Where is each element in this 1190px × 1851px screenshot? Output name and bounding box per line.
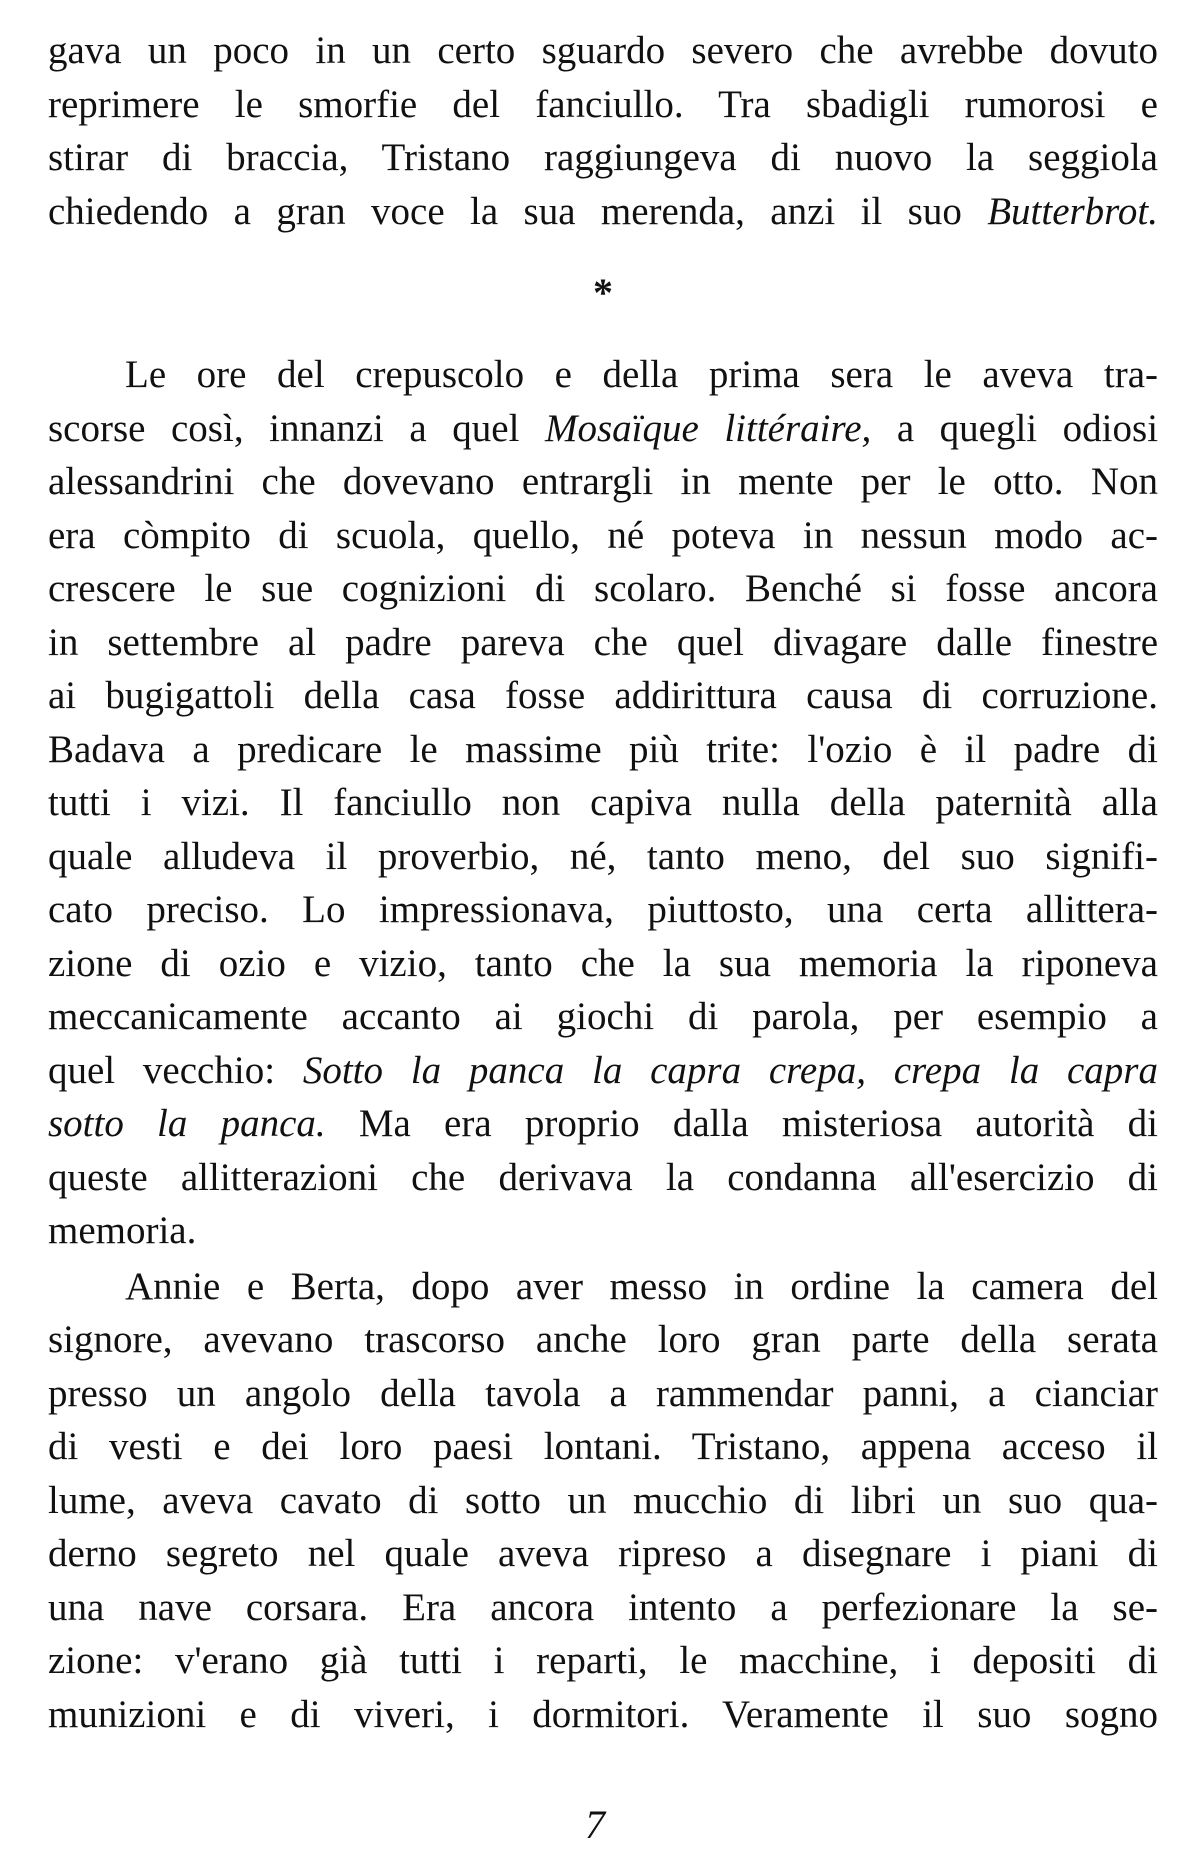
text-line: stirar di braccia, Tristano raggiungeva di nuovo la seggiola [48, 136, 1158, 179]
text-line [48, 1097, 1158, 1151]
text-line: di vesti e dei loro paesi lontani. Tristano, appena acceso il [48, 1425, 1158, 1468]
text-line: alessandrini che dovevano entrargli in mente per le otto. Non [48, 460, 1158, 503]
text-line: una nave corsara. Era ancora intento a perfezionare la se- [48, 1585, 1158, 1629]
text-span: a quegli odiosi [871, 406, 1159, 450]
text-line: cato preciso. Lo impressionava, piuttosto, una certa allittera- [48, 888, 1158, 931]
italic-quote: Sotto la panca la capra crepa, crepa la capra [302, 1048, 1158, 1092]
text-line: munizioni e di viveri, i dormitori. Veramente il suo sogno [48, 1692, 1158, 1736]
text-line [48, 185, 1158, 239]
paragraph-1 [48, 24, 1158, 238]
text-line: Badava a predicare le massime più trite: l'ozio è il padre di [48, 727, 1158, 771]
page-number: 7 [585, 1802, 605, 1847]
text-line: reprimere le smorfie del fanciullo. Tra sbadigli rumorosi e [48, 82, 1158, 126]
text-line: quale alludeva il proverbio, né, tanto meno, del suo signifi- [48, 834, 1158, 878]
text-line: queste allitterazioni che derivava la condanna all'esercizio di [48, 1155, 1158, 1199]
text-line: era còmpito di scuola, quello, né poteva in nessun modo ac- [48, 513, 1158, 557]
text-line [48, 402, 1158, 456]
italic-quote: sotto la panca. [48, 1102, 326, 1145]
text-line: memoria. [48, 1209, 197, 1252]
text-line: signore, avevano trascorso anche loro gran parte della serata [48, 1318, 1158, 1361]
text-line: tutti i vizi. Il fanciullo non capiva nulla della paternità alla [48, 781, 1158, 824]
text-line: derno segreto nel quale aveva ripreso a disegnare i piani di [48, 1532, 1158, 1575]
text-line: zione: v'erano già tutti i reparti, le macchine, i depositi di [48, 1639, 1158, 1682]
text-line: gava un poco in un certo sguardo severo che avrebbe dovuto [48, 29, 1158, 72]
italic-title: Mosaïque littéraire, [544, 406, 872, 450]
text-span: chiedendo a gran voce la sua merenda, anzi il suo [48, 189, 988, 233]
text-line: in settembre al padre pareva che quel divagare dalle finestre [48, 620, 1158, 664]
text-span: Ma era proprio dalla misteriosa autorità di [325, 1102, 1159, 1145]
paragraph-3 [48, 1260, 1158, 1742]
text-line: Annie e Berta, dopo aver messo in ordine la camera del [125, 1264, 1158, 1308]
paragraph-2 [48, 348, 1158, 1258]
italic-term: Butterbrot. [987, 189, 1158, 233]
text-line: presso un angolo della tavola a rammendar panni, a cianciar [48, 1371, 1158, 1415]
section-separator: * [593, 270, 613, 315]
text-line: zione di ozio e vizio, tanto che la sua memoria la riponeva [48, 941, 1158, 985]
text-line: crescere le sue cognizioni di scolaro. Benché si fosse ancora [48, 567, 1158, 610]
page-body [48, 24, 1158, 1741]
text-line: ai bugigattoli della casa fosse addirittura causa di corruzione. [48, 674, 1158, 717]
text-line: Le ore del crepuscolo e della prima sera le aveva tra- [125, 353, 1158, 396]
text-line: lume, aveva cavato di sotto un mucchio di libri un suo qua- [48, 1478, 1158, 1522]
text-line: meccanicamente accanto ai giochi di parola, per esempio a [48, 995, 1158, 1038]
text-line [48, 1044, 1158, 1098]
text-span: quel vecchio: [48, 1048, 303, 1092]
text-span: scorse così, innanzi a quel [48, 406, 545, 450]
